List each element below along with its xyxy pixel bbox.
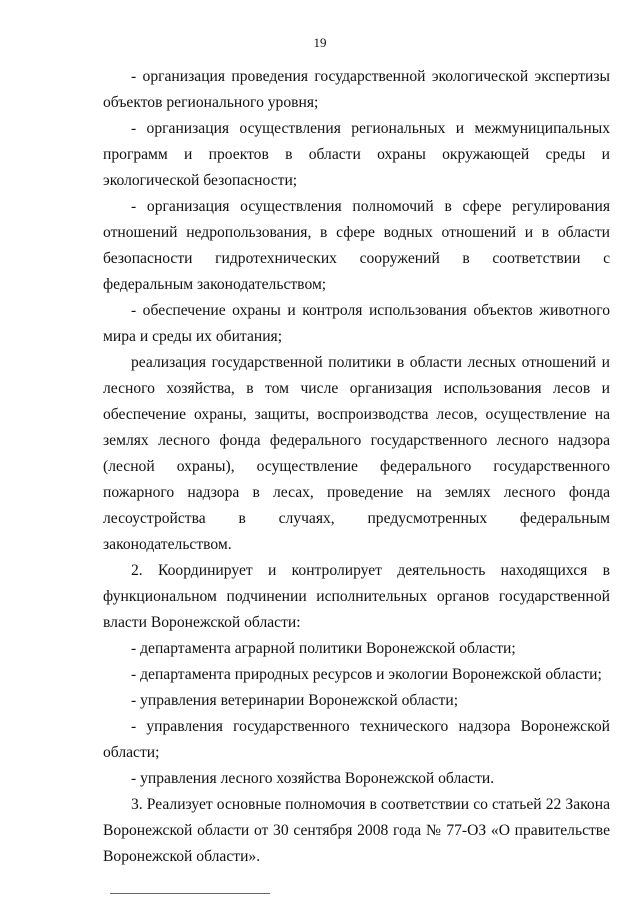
paragraph: - организация осуществления полномочий в сфере регулирования отношений недропользования, в сфере водных отношений и в области безопасности гидротехнических сооружений в соответствии с федеральным законодательством; xyxy=(103,198,610,293)
paragraph: - организация осуществления региональных и межмуниципальных программ и проектов в области охраны окружающей среды и экологической безопасности; xyxy=(103,120,610,189)
paragraph: - департамента природных ресурсов и экологии Воронежской области; xyxy=(131,666,602,683)
paragraph: реализация государственной политики в области лесных отношений и лесного хозяйства, в том числе организация использования лесов и обеспечение охраны, защиты, воспроизводства лесов, осуществление на землях лесного фонда федерального государственного лесного надзора (лесной охраны), осуществление федерального государственного пожарного надзора в лесах, проведение на землях лесного фонда лесоустройства в случаях, предусмотренных федеральным законодательством. xyxy=(103,354,610,553)
paragraph: - управления лесного хозяйства Воронежской области. xyxy=(131,770,495,787)
scan-edge-line xyxy=(110,893,270,894)
paragraph: - департамента аграрной политики Воронежской области; xyxy=(131,640,516,657)
paragraph: - управления государственного технического надзора Воронежской области; xyxy=(103,718,610,761)
paragraph: 3. Реализует основные полномочия в соответствии со статьей 22 Закона Воронежской области от 30 сентября 2008 года № 77-ОЗ «О правительстве Воронежской области». xyxy=(103,796,610,865)
document-body xyxy=(103,64,610,870)
page-number: 19 xyxy=(313,35,327,50)
paragraph: - управления ветеринарии Воронежской области; xyxy=(131,692,459,709)
paragraph: - организация проведения государственной экологической экспертизы объектов регионального уровня; xyxy=(103,68,610,111)
paragraph: - обеспечение охраны и контроля использования объектов животного мира и среды их обитания; xyxy=(103,302,610,345)
paragraph: 2. Координирует и контролирует деятельность находящихся в функциональном подчинении исполнительных органов государственной власти Воронежской области: xyxy=(103,562,610,631)
